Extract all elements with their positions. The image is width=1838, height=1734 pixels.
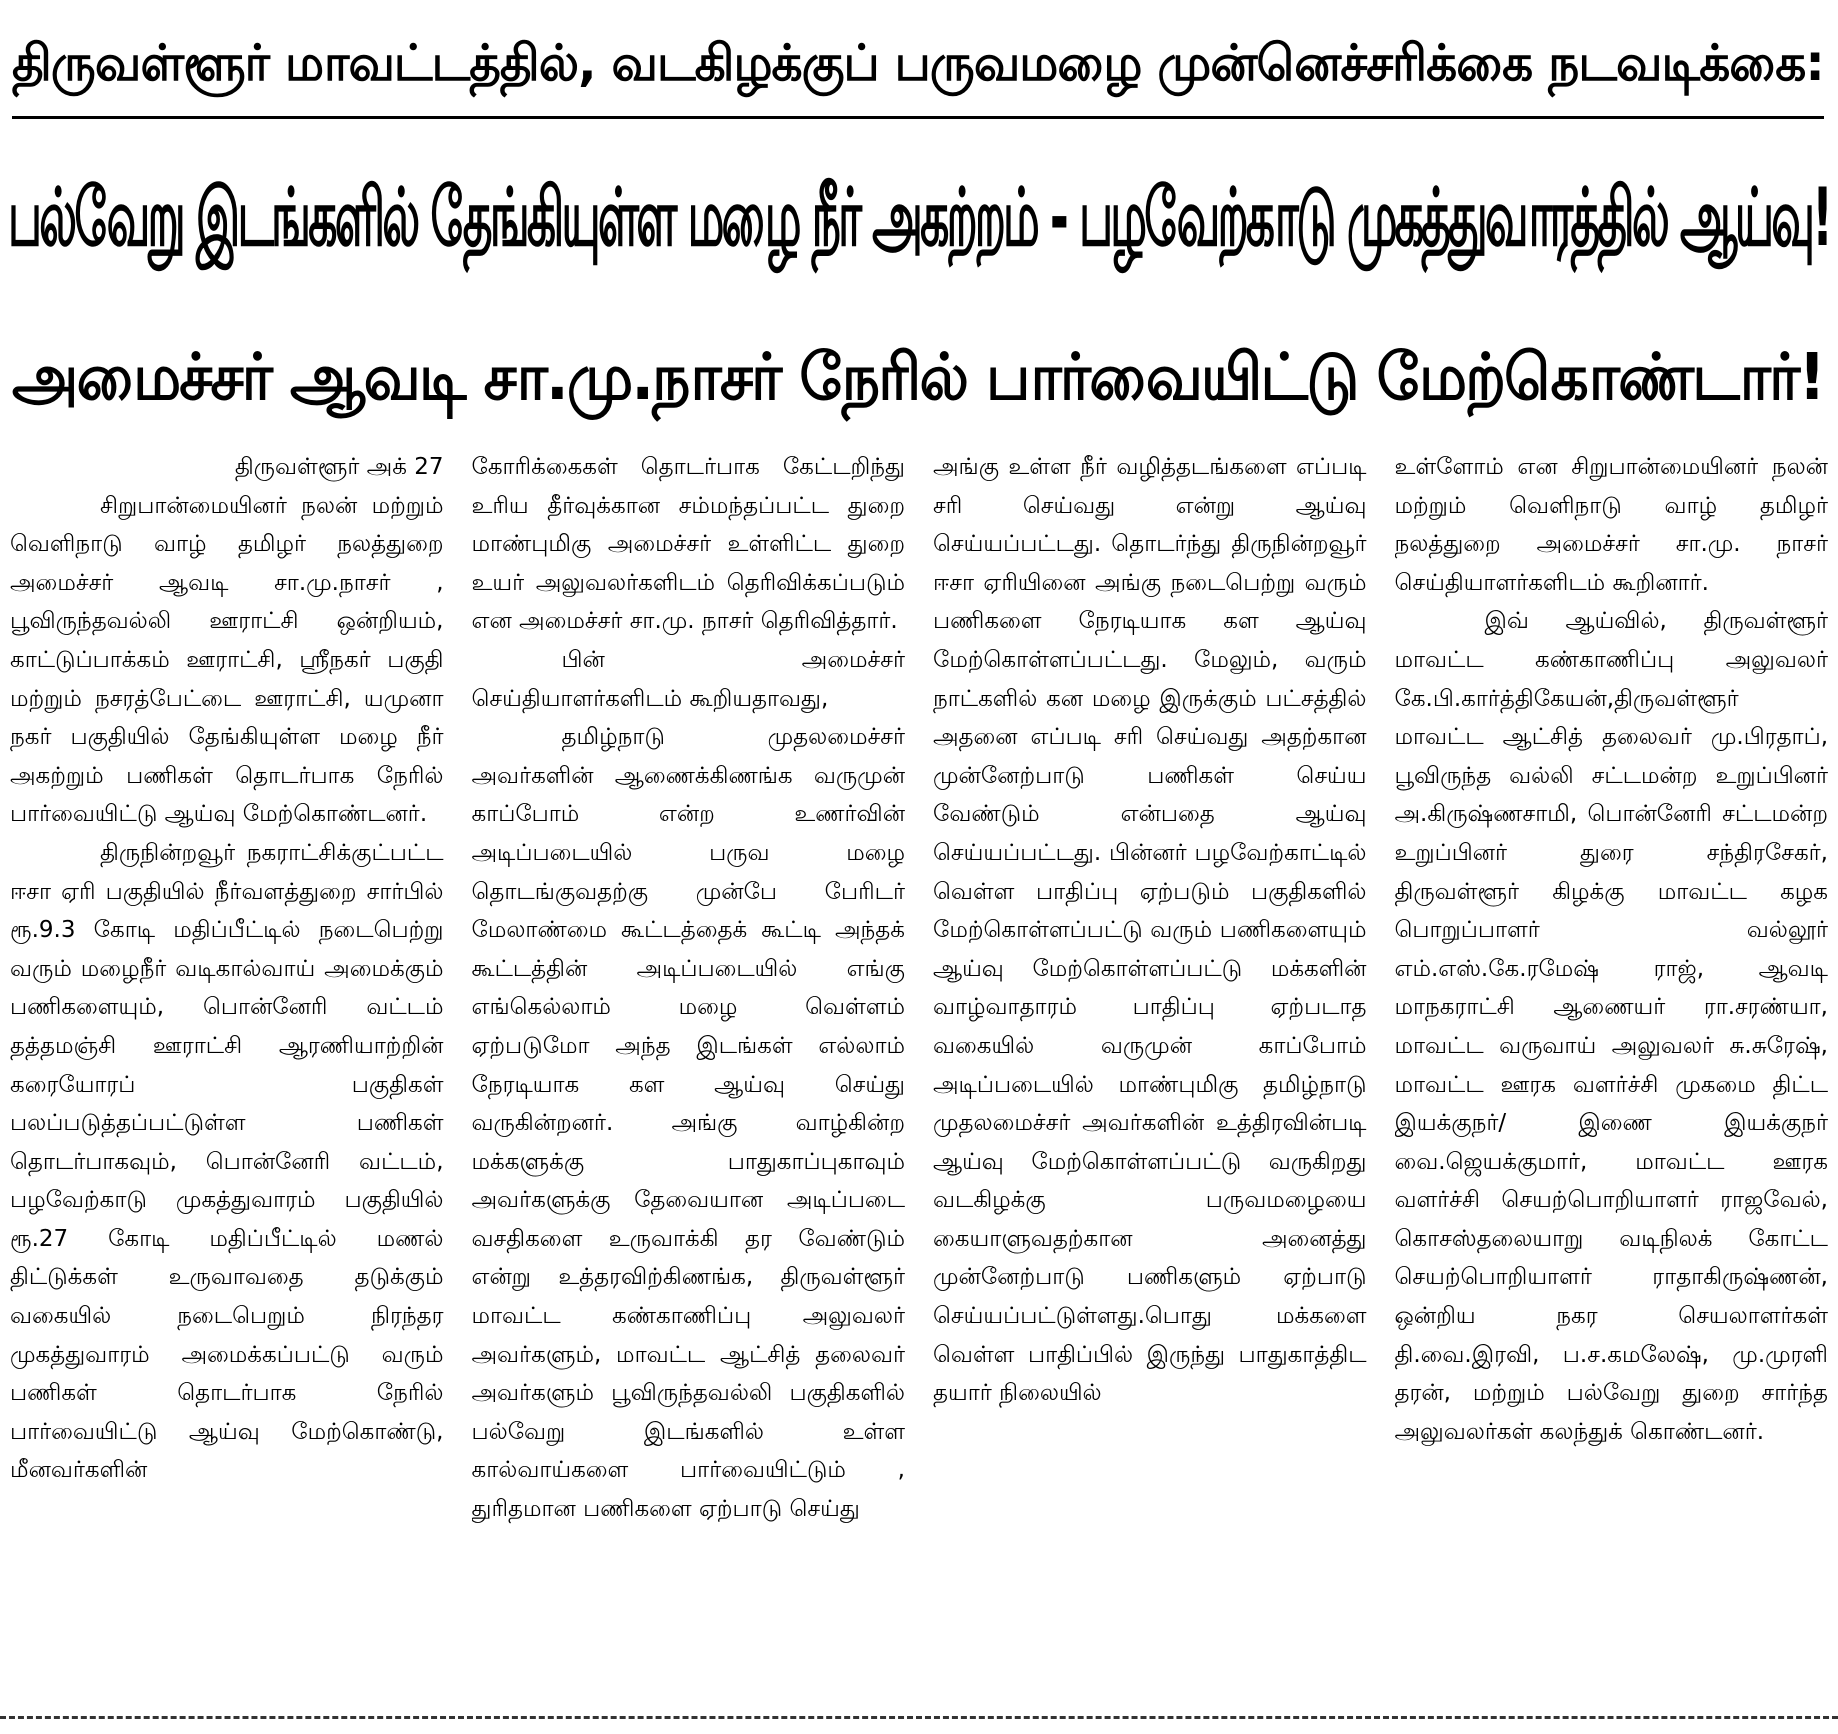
article-column-4	[1395, 448, 1829, 1702]
article-column-2	[472, 448, 906, 1702]
sub-headline: அமைச்சர் ஆவடி சா.மு.நாசர் நேரில் பார்வையிட்டு மேற்கொண்டார்!	[12, 341, 1824, 415]
kicker-headline: திருவள்ளூர் மாவட்டத்தில், வடகிழக்குப் பருவமழை முன்னெச்சரிக்கை நடவடிக்கை:	[12, 34, 1824, 92]
article-column-1	[10, 448, 444, 1702]
paragraph: அங்கு உள்ள நீர் வழித்தடங்களை எப்படி சரி செய்வது என்று ஆய்வு செய்யப்பட்டது. தொடர்ந்து திருநின்றவூர் ஈசா ஏரியினை அங்கு நடைபெற்று வரும் பணிகளை நேரடியாக கள ஆய்வு மேற்கொள்ளப்பட்டது. மேலும், வரும் நாட்களில் கன மழை இருக்கும் பட்சத்தில் அதனை எப்படி சரி செய்வது அதற்கான முன்னேற்பாடு பணிகள் செய்ய வேண்டும் என்பதை ஆய்வு செய்யப்பட்டது. பின்னர் பழவேற்காட்டில் வெள்ள பாதிப்பு ஏற்படும் பகுதிகளில் மேற்கொள்ளப்பட்டு வரும் பணிகளையும் ஆய்வு மேற்கொள்ளப்பட்டு மக்களின் வாழ்வாதாரம் பாதிப்பு ஏற்படாத வகையில் வருமுன் காப்போம் அடிப்படையில் மாண்புமிகு தமிழ்நாடு முதலமைச்சர் அவர்களின் உத்திரவின்படி ஆய்வு மேற்கொள்ளப்பட்டு வருகிறது வடகிழக்கு பருவமழையை கையாளுவதற்கான அனைத்து முன்னேற்பாடு பணிகளும் ஏற்பாடு செய்யப்பட்டுள்ளது.பொது மக்களை வெள்ள பாதிப்பில் இருந்து பாதுகாத்திட தயார் நிலையில்	[933, 454, 1367, 1407]
paragraph: தமிழ்நாடு முதலமைச்சர் அவர்களின் ஆணைக்கிணங்க வருமுன் காப்போம் என்ற உணர்வின் அடிப்படையில் பருவ மழை தொடங்குவதற்கு முன்பே பேரிடர் மேலாண்மை கூட்டத்தைக் கூட்டி அந்தக் கூட்டத்தின் அடிப்படையில் எங்கு எங்கெல்லாம் மழை வெள்ளம் ஏற்படுமோ அந்த இடங்கள் எல்லாம் நேரடியாக கள ஆய்வு செய்து வருகின்றனர். அங்கு வாழ்கின்ற மக்களுக்கு பாதுகாப்புகாவும் அவர்களுக்கு தேவையான அடிப்படை வசதிகளை உருவாக்கி தர வேண்டும் என்று உத்தரவிற்கிணங்க, திருவள்ளூர் மாவட்ட கண்காணிப்பு அலுவலர் அவர்களும், மாவட்ட ஆட்சித் தலைவர் அவர்களும் பூவிருந்தவல்லி பகுதிகளில் பல்வேறு இடங்களில் உள்ள கால்வாய்களை பார்வையிட்டும் , துரிதமான பணிகளை ஏற்பாடு செய்து	[471, 724, 905, 1523]
paragraph: இவ் ஆய்வில், திருவள்ளூர் மாவட்ட கண்காணிப்பு அலுவலர் கே.பி.கார்த்திகேயன்,திருவள்ளூர் மாவட்ட ஆட்சித் தலைவர் மு.பிரதாப், பூவிருந்த வல்லி சட்டமன்ற உறுப்பினர் அ.கிருஷ்ணசாமி, பொன்னேரி சட்டமன்ற உறுப்பினர் துரை சந்திரசேகர், திருவள்ளூர் கிழக்கு மாவட்ட கழக பொறுப்பாளர் வல்லூர் எம்.எஸ்.கே.ரமேஷ் ராஜ், ஆவடி மாநகராட்சி ஆணையர் ரா.சரண்யா, மாவட்ட வருவாய் அலுவலர் சு.சுரேஷ், மாவட்ட ஊரக வளர்ச்சி முகமை திட்ட இயக்குநர்/ இணை இயக்குநர் வை.ஜெயக்குமார், மாவட்ட ஊரக வளர்ச்சி செயற்பொறியாளர் ராஜவேல், கொசஸ்தலையாறு வடிநிலக் கோட்ட செயற்பொறியாளர் ராதாகிருஷ்ணன், ஒன்றிய நகர செயலாளர்கள் தி.வை.இரவி, ப.ச.கமலேஷ், மு.முரளி தரன், மற்றும் பல்வேறு துறை சார்ந்த அலுவலர்கள் கலந்துக் கொண்டனர்.	[1394, 608, 1828, 1445]
dateline: திருவள்ளூர் அக் 27	[234, 454, 444, 480]
paragraph: உள்ளோம் என சிறுபான்மையினர் நலன் மற்றும் வெளிநாடு வாழ் தமிழர் நலத்துறை அமைச்சர் சா.மு. நாசர் செய்தியாளர்களிடம் கூறினார்.	[1394, 454, 1828, 596]
main-headline: பல்வேறு இடங்களில் தேங்கியுள்ள மழை நீர் அகற்றம் - பழவேற்காடு முகத்துவாரத்தில் ஆய்வு!	[8, 171, 1830, 264]
paragraph: கோரிக்கைகள் தொடர்பாக கேட்டறிந்து உரிய தீர்வுக்கான சம்மந்தப்பட்ட துறை மாண்புமிகு அமைச்சர் உள்ளிட்ட துறை உயர் அலுவலர்களிடம் தெரிவிக்கப்படும் என அமைச்சர் சா.மு. நாசர் தெரிவித்தார்.	[471, 454, 905, 635]
bottom-dashed-divider	[0, 1716, 1838, 1719]
paragraph: திருநின்றவூர் நகராட்சிக்குட்பட்ட ஈசா ஏரி பகுதியில் நீர்வளத்துறை சார்பில் ரூ.9.3 கோடி மதிப்பீட்டில் நடைபெற்று வரும் மழைநீர் வடிகால்வாய் அமைக்கும் பணிகளையும், பொன்னேரி வட்டம் தத்தமஞ்சி ஊராட்சி ஆரணியாற்றின் கரையோரப் பகுதிகள் பலப்படுத்தப்பட்டுள்ள பணிகள் தொடர்பாகவும், பொன்னேரி வட்டம், பழவேற்காடு முகத்துவாரம் பகுதியில் ரூ.27 கோடி மதிப்பீட்டில் மணல் திட்டுக்கள் உருவாவதை தடுக்கும் வகையில் நடைபெறும் நிரந்தர முகத்துவாரம் அமைக்கப்பட்டு வரும் பணிகள் தொடர்பாக நேரில் பார்வையிட்டு ஆய்வு மேற்கொண்டு, மீனவர்களின்	[10, 839, 444, 1484]
article-body	[10, 448, 1828, 1702]
article-column-3	[933, 448, 1367, 1702]
kicker-divider	[12, 116, 1824, 119]
paragraph: பின் அமைச்சர் செய்தியாளர்களிடம் கூறியதாவது,	[471, 646, 905, 712]
paragraph: சிறுபான்மையினர் நலன் மற்றும் வெளிநாடு வாழ் தமிழர் நலத்துறை அமைச்சர் ஆவடி சா.மு.நாசர் , பூவிருந்தவல்லி ஊராட்சி ஒன்றியம், காட்டுப்பாக்கம் ஊராட்சி, ஸ்ரீநகர் பகுதி மற்றும் நசரத்பேட்டை ஊராட்சி, யமுனா நகர் பகுதியில் தேங்கியுள்ள மழை நீர் அகற்றும் பணிகள் தொடர்பாக நேரில் பார்வையிட்டு ஆய்வு மேற்கொண்டனர்.	[10, 492, 444, 828]
